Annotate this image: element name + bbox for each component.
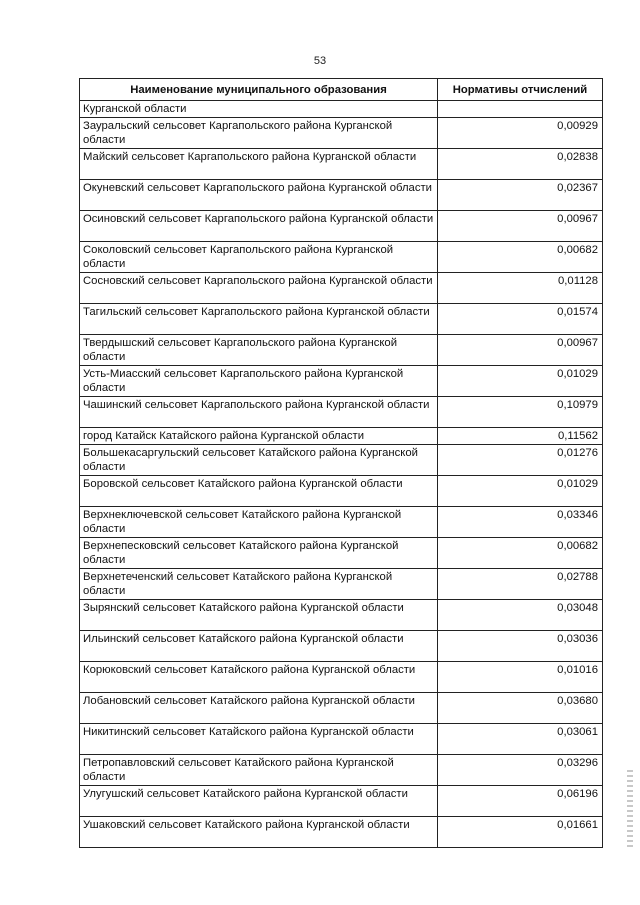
- municipality-name: Верхнепесковский сельсовет Катайского района Курганской области: [80, 538, 438, 569]
- table-row: [80, 428, 603, 445]
- page-number: 53: [313, 55, 327, 67]
- table-row: [80, 304, 603, 335]
- table-row: [80, 366, 603, 397]
- allocation-value: 0,01029: [438, 476, 603, 507]
- table-row: [80, 211, 603, 242]
- table-row: [80, 538, 603, 569]
- allocation-value: 0,10979: [438, 397, 603, 428]
- allocation-value: 0,01029: [438, 366, 603, 397]
- allocation-value: 0,03048: [438, 600, 603, 631]
- allocation-value: 0,02788: [438, 569, 603, 600]
- municipality-name: Сосновский сельсовет Каргапольского района Курганской области: [80, 273, 438, 304]
- allocation-value: 0,06196: [438, 786, 603, 817]
- header-allocation-norms: Нормативы отчислений: [438, 79, 603, 101]
- table-row: [80, 786, 603, 817]
- municipality-name: Майский сельсовет Каргапольского района Курганской области: [80, 149, 438, 180]
- allocation-norms-table: [79, 78, 603, 848]
- municipality-name: Тагильский сельсовет Каргапольского района Курганской области: [80, 304, 438, 335]
- municipality-name: Никитинский сельсовет Катайского района Курганской области: [80, 724, 438, 755]
- table-row: [80, 724, 603, 755]
- allocation-value: 0,00682: [438, 538, 603, 569]
- municipality-name: Зырянский сельсовет Катайского района Курганской области: [80, 600, 438, 631]
- municipality-name: Чашинский сельсовет Каргапольского района Курганской области: [80, 397, 438, 428]
- municipality-name: Лобановский сельсовет Катайского района Курганской области: [80, 693, 438, 724]
- table-row: [80, 273, 603, 304]
- allocation-value: 0,01016: [438, 662, 603, 693]
- allocation-value: 0,01661: [438, 817, 603, 848]
- table-row: [80, 631, 603, 662]
- table-row: [80, 600, 603, 631]
- table-row: [80, 662, 603, 693]
- allocation-value: 0,03036: [438, 631, 603, 662]
- table-row: [80, 149, 603, 180]
- table-row: [80, 397, 603, 428]
- allocation-value: 0,03296: [438, 755, 603, 786]
- municipality-name: Зауральский сельсовет Каргапольского района Курганской области: [80, 118, 438, 149]
- table-row: [80, 755, 603, 786]
- table-row: [80, 445, 603, 476]
- table-row: [80, 118, 603, 149]
- municipality-name: Окуневский сельсовет Каргапольского района Курганской области: [80, 180, 438, 211]
- allocation-value: 0,03061: [438, 724, 603, 755]
- allocation-value: 0,02367: [438, 180, 603, 211]
- allocation-value: 0,00967: [438, 211, 603, 242]
- municipality-name: Осиновский сельсовет Каргапольского района Курганской области: [80, 211, 438, 242]
- municipality-name: Соколовский сельсовет Каргапольского района Курганской области: [80, 242, 438, 273]
- allocation-value: 0,00682: [438, 242, 603, 273]
- municipality-name: Ильинский сельсовет Катайского района Курганской области: [80, 631, 438, 662]
- table-row: [80, 476, 603, 507]
- municipality-name: Курганской области: [80, 101, 438, 118]
- allocation-value: [438, 101, 603, 118]
- allocation-value: 0,00929: [438, 118, 603, 149]
- table-row: [80, 180, 603, 211]
- scan-margin-mark: [627, 770, 633, 850]
- table-row: [80, 693, 603, 724]
- municipality-name: Боровской сельсовет Катайского района Курганской области: [80, 476, 438, 507]
- allocation-value: 0,03346: [438, 507, 603, 538]
- header-municipality-name: Наименование муниципального образования: [80, 79, 438, 101]
- municipality-name: Корюковский сельсовет Катайского района Курганской области: [80, 662, 438, 693]
- table-row: [80, 507, 603, 538]
- municipality-name: город Катайск Катайского района Курганской области: [80, 428, 438, 445]
- municipality-name: Улугушский сельсовет Катайского района Курганской области: [80, 786, 438, 817]
- table-row: [80, 817, 603, 848]
- allocation-value: 0,02838: [438, 149, 603, 180]
- allocation-value: 0,00967: [438, 335, 603, 366]
- table-row: [80, 569, 603, 600]
- municipality-name: Верхнеключевской сельсовет Катайского района Курганской области: [80, 507, 438, 538]
- municipality-name: Большекасаргульский сельсовет Катайского района Курганской области: [80, 445, 438, 476]
- allocation-value: 0,01574: [438, 304, 603, 335]
- allocation-value: 0,01276: [438, 445, 603, 476]
- municipality-name: Твердышский сельсовет Каргапольского района Курганской области: [80, 335, 438, 366]
- municipality-name: Петропавловский сельсовет Катайского района Курганской области: [80, 755, 438, 786]
- municipality-name: Ушаковский сельсовет Катайского района Курганской области: [80, 817, 438, 848]
- table-row: [80, 335, 603, 366]
- allocation-value: 0,03680: [438, 693, 603, 724]
- table-row-continuation: [80, 101, 603, 118]
- table-row: [80, 242, 603, 273]
- municipality-name: Верхнетеченский сельсовет Катайского района Курганской области: [80, 569, 438, 600]
- municipality-name: Усть-Миасский сельсовет Каргапольского района Курганской области: [80, 366, 438, 397]
- table-header-row: [80, 79, 603, 101]
- allocation-value: 0,01128: [438, 273, 603, 304]
- allocation-value: 0,11562: [438, 428, 603, 445]
